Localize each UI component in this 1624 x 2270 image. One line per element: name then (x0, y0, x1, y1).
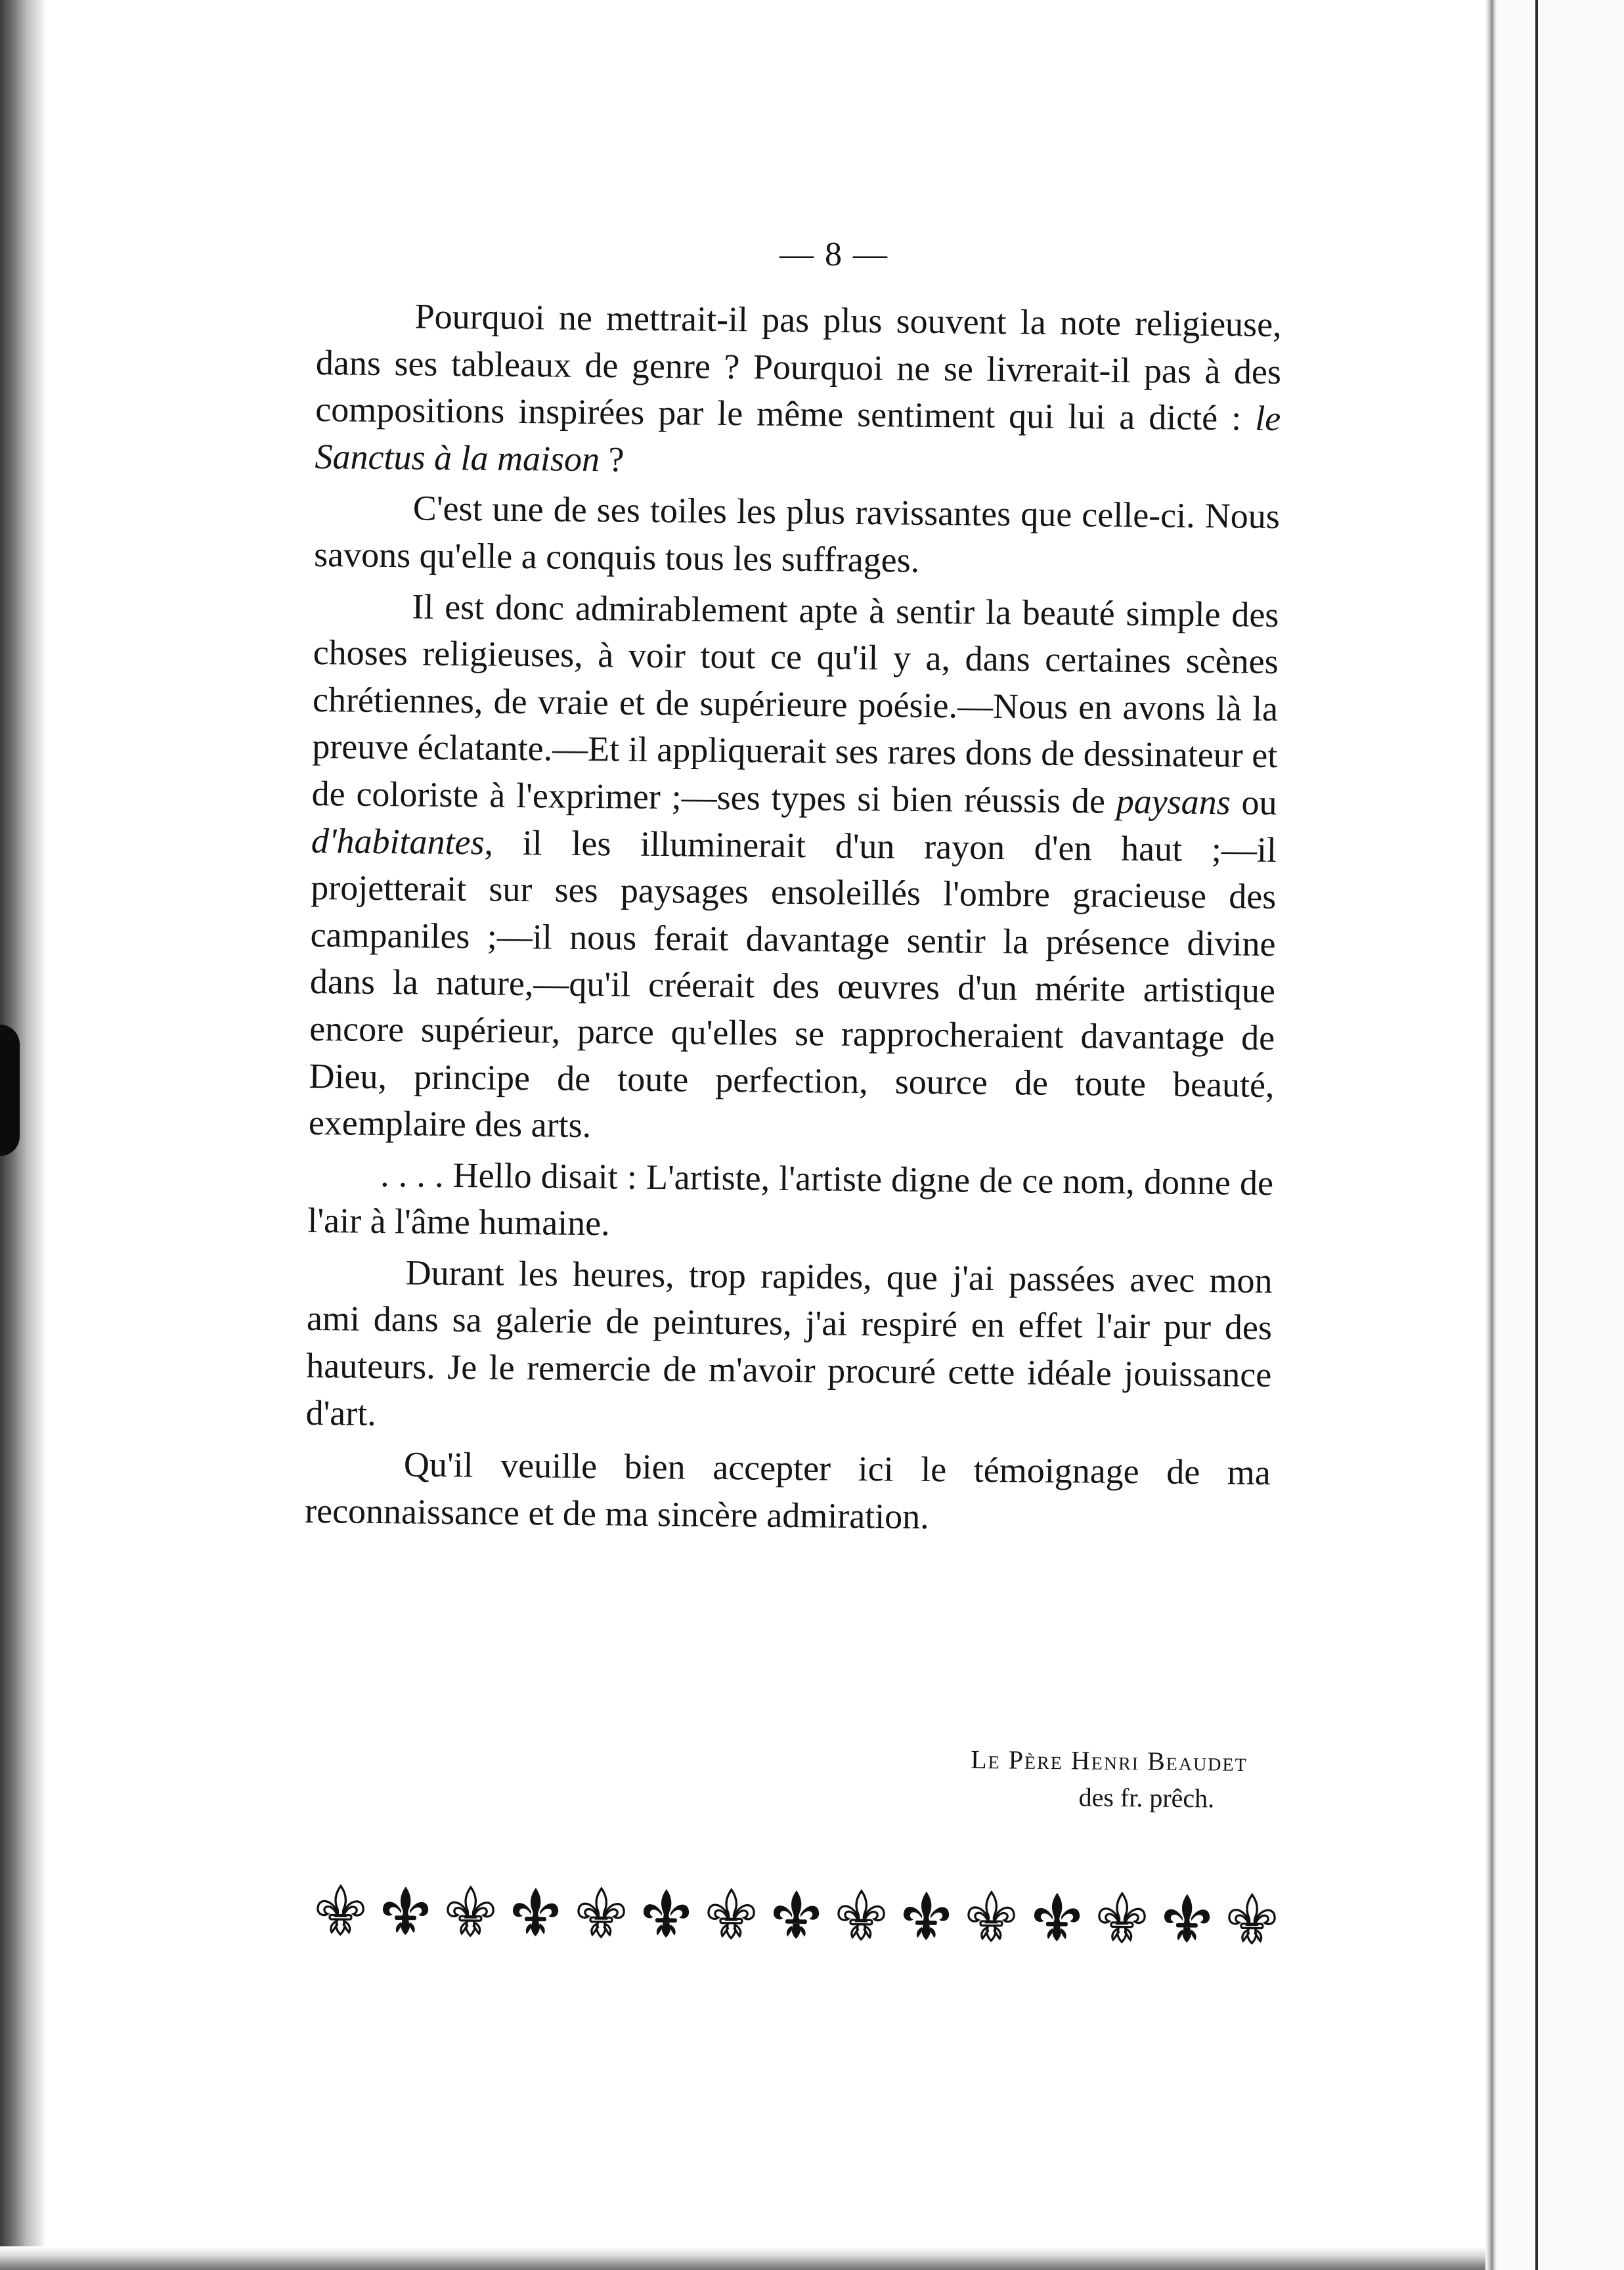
spine-binding-tab (0, 1025, 20, 1156)
fleur-de-lis-icon (639, 1886, 693, 1940)
signature-order: des fr. prêch. (1078, 1782, 1215, 1814)
italic-text-run: paysans (1116, 781, 1231, 822)
italic-text-run: le Sanctus à la maison (315, 398, 1281, 479)
paragraph-4 (307, 1151, 1273, 1254)
text-run: Il est donc admirablement apte à sentir la beauté simple des choses religieuses, à voir tout ce qu'il y a, dans certaines scènes chrétiennes, de vraie et de supérieure poésie.—Nous en avons là la preuve éclatante.—Et il appliquerait ses rares dons de dessinateur et de coloriste à l'exprimer ;—ses types si bien réussis de (311, 586, 1279, 821)
fleur-de-lis-icon (443, 1884, 498, 1938)
fleur-de-lis-icon (899, 1888, 954, 1943)
text-run: ou (1230, 782, 1277, 823)
next-page-margin (1497, 0, 1624, 2270)
fleur-de-lis-icon (834, 1888, 889, 1942)
text-run: ? (599, 439, 625, 479)
paragraph-6 (305, 1440, 1271, 1544)
next-page-edge-line (1535, 0, 1538, 2270)
fleur-de-lis-icon (1160, 1890, 1214, 1945)
signature-block (787, 1739, 1248, 1817)
paragraph-3 (309, 583, 1279, 1156)
fleur-de-lis-ornament-row (313, 1880, 1279, 1948)
text-run: Qu'il veuille bien accepter ici le témoignage de ma reconnaissance et de ma sincère admiration. (304, 1444, 1271, 1536)
italic-text-run: d'habitantes (311, 820, 485, 862)
fleur-de-lis-icon (1225, 1891, 1279, 1946)
fleur-de-lis-icon (378, 1883, 433, 1938)
fleur-de-lis-icon (574, 1885, 628, 1940)
text-run: Pourquoi ne mettrait-il pas plus souvent la note religieuse, dans ses tableaux de genre ? Pourquoi ne se livrerait-il pas à des compositions inspirées par le même sentiment qui lui a dicté : (315, 296, 1282, 438)
body-text (305, 292, 1282, 1547)
text-run: . . . . Hello disait : L'artiste, l'artiste digne de ce nom, donne de l'air à l'âme humaine. (307, 1154, 1274, 1243)
signature-name: Le Père Henri Beaudet (971, 1744, 1248, 1777)
paragraph-1 (315, 292, 1282, 489)
page-number: — 8 — (779, 236, 889, 273)
fleur-de-lis-icon (1095, 1890, 1149, 1944)
fleur-de-lis-icon (769, 1887, 823, 1942)
text-run: Durant les heures, trop rapides, que j'ai passées avec mon ami dans sa galerie de peintures, j'ai respiré en effet l'air pur des hauteurs. Je le remercie de m'avoir procuré cette idéale jouissance d'art. (305, 1253, 1273, 1433)
fleur-de-lis-icon (965, 1889, 1019, 1944)
text-run: , il les illuminerait d'un rayon d'en haut ;—il projetterait sur ses paysages ensoleillés l'ombre gracieuse des campaniles ;—il nous ferait davantage sentir la présence divine dans la nature,—qu'il créerait des œuvres d'un mérite artistique encore supérieur, parce qu'elles se rapprocheraient davantage de Dieu, principe de toute perfection, source de toute beauté, exemplaire des arts. (308, 822, 1277, 1146)
fleur-de-lis-icon (509, 1884, 563, 1939)
paragraph-2 (314, 484, 1280, 587)
fleur-de-lis-icon (313, 1882, 368, 1937)
paragraph-5 (305, 1249, 1273, 1446)
text-run: C'est une de ses toiles les plus ravissantes que celle-ci. Nous savons qu'elle a conquis tous les suffrages. (313, 488, 1281, 580)
fleur-de-lis-icon (704, 1886, 758, 1941)
page-bottom-edge-shadow (0, 2246, 1510, 2270)
fleur-de-lis-icon (1030, 1889, 1084, 1944)
page-right-fold (1485, 0, 1497, 2270)
